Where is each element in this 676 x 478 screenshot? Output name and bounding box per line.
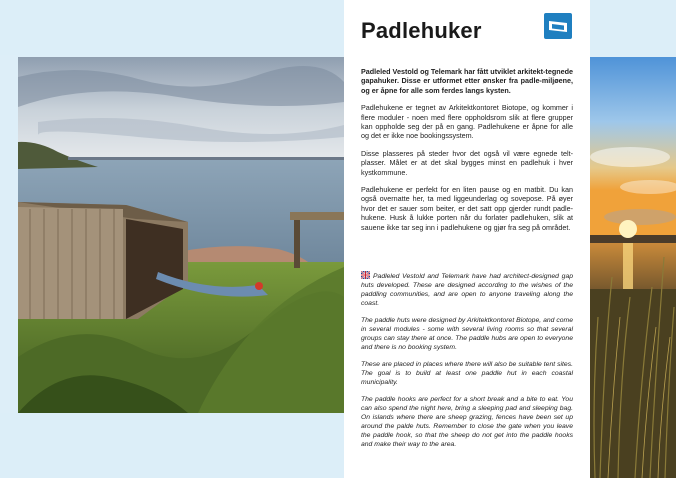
norwegian-paragraph: Padlehukene er tegnet av Arkitektkontoret Biotope, og kommer i flere moduler - noen med flere oppholdsrom slik at flere grupper kan oppholde seg der på en gang. Padlehukene er åpne for alle og det er ikke noe bookingssystem. — [361, 103, 573, 141]
photo-paddle-hut — [18, 57, 344, 413]
norwegian-paragraph: Padlehukene er perfekt for en liten pause og en matbit. Du kan også overnatte her, ta med liggeunderlag og sovepose. På øyer hvor det er sauer som beiter, er det satt opp gjerder rundt padle-hukene. Husk å lukke porten når du forlater padlehuken, slik at sauene ikke tar seg inn i padlehukene og gjør fra seg på området. — [361, 185, 573, 232]
bottom-band — [0, 413, 344, 478]
paddle-hut-logo-icon — [544, 13, 572, 39]
english-paragraph: These are placed in places where there will also be suitable tent sites. The goal is to build at least one paddle hut in each coastal municipality. — [361, 361, 573, 386]
english-paragraph — [361, 271, 573, 308]
english-paragraph-text: Padleled Vestold and Telemark have had architect-designed gap huts developed. These are designed according to the wishes of the paddling communities, and are open to anyone traveling along the coast. — [361, 273, 573, 307]
norwegian-text — [361, 67, 573, 240]
photo-sunset — [590, 57, 676, 478]
page-title: Padlehuker — [361, 18, 482, 43]
norwegian-paragraph: Disse plasseres på steder hvor det også vil være egnede telt-plasser. Målet er at det skal bygges minst en padlehuk i hver kystkommune. — [361, 148, 573, 177]
norwegian-paragraph: Padleled Vestold og Telemark har fått utviklet arkitekt-tegnede gapahuker. Disse er utformet etter ønsker fra padle-miljøene, og er åpne for alle som ferdes langs kysten. — [361, 67, 573, 95]
uk-flag-icon — [361, 271, 370, 279]
english-paragraph: The paddle huts were designed by Arkitektkontoret Biotope, and come in several modules - some with several living rooms so that several groups can stay there at once. The paddle hubs are open to everyone and there is no booking system. — [361, 317, 573, 351]
english-paragraph: The paddle hooks are perfect for a short break and a bite to eat. You can also spend the night here, bring a sleeping pad and sleeping bag. On islands where there are sheep grazing, fences have been set up around the palde huts. Remember to close the gate when you leave the paddle hook, so that the sheep do not get into the paddle hooks and make their way to the area. — [361, 396, 573, 448]
english-text — [361, 271, 573, 457]
